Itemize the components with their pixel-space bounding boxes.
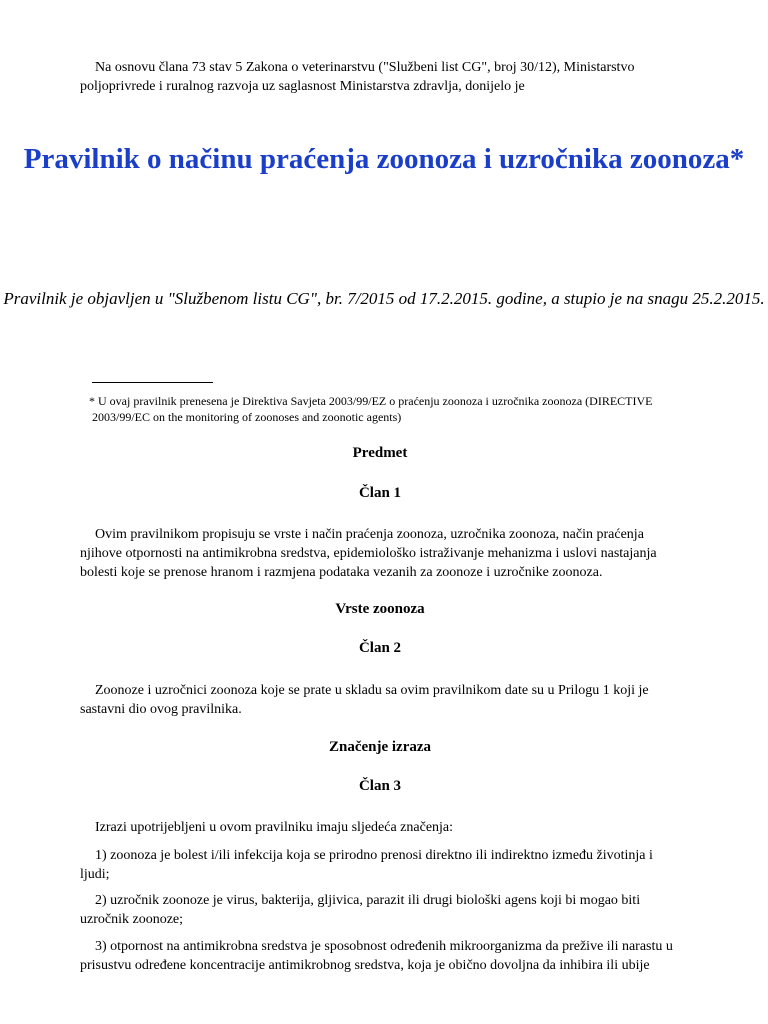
section-heading-predmet: Predmet [352, 445, 408, 461]
publication-note: Pravilnik je objavljen u "Službenom listu CG", br. 7/2015 od 17.2.2015. godine, a stupio je na snagu 25.2.2015. [3, 289, 765, 308]
article-heading-2: Član 2 [358, 640, 402, 656]
section-heading-vrste-zoonoza: Vrste zoonoza [335, 601, 425, 617]
definition-item: 3) otpornost na antimikrobna sredstva je sposobnost određenih mikroorganizma da prežive ili narastu u prisustvu određene koncentracije antimikrobnog sredstva, koja je obično dovoljna da inhibira ili ubije [80, 939, 673, 973]
footnote: * U ovaj pravilnik prenesena je Direktiva Savjeta 2003/99/EZ o praćenju zoonoza i uzročnika zoonoza (DIRECTIVE 2003/99/EC on the monitoring of zoonoses and zoonotic agents) [89, 394, 653, 424]
article-1-text: Ovim pravilnikom propisuju se vrste i način praćenja zoonoza, uzročnika zoonoza, način praćenja njihove otpornosti na antimikrobna sredstva, epidemiološko istraživanje mehanizma i uslovi nastajanja bolesti koje se prenose hranom i razmjena podataka vezanih za zoonoze i uzročnike zoonoza. [80, 527, 657, 580]
intro-paragraph: Na osnovu člana 73 stav 5 Zakona o veterinarstvu ("Službeni list CG", broj 30/12), Ministarstvo poljoprivrede i ruralnog razvoja uz saglasnost Ministarstva zdravlja, donijelo je [80, 60, 635, 94]
definition-item: 2) uzročnik zoonoze je virus, bakterija, gljivica, parazit ili drugi biološki agens koji bi mogao biti uzročnik zoonoze; [80, 893, 641, 927]
article-3-intro: Izrazi upotrijebljeni u ovom pravilniku imaju sljedeća značenja: [95, 820, 454, 835]
section-heading-znacenje-izraza: Značenje izraza [328, 739, 432, 755]
article-heading-1: Član 1 [358, 485, 402, 501]
definition-item: 1) zoonoza je bolest i/ili infekcija koja se prirodno prenosi direktno ili indirektno između životinja i ljudi; [80, 848, 653, 882]
article-heading-3: Član 3 [358, 778, 402, 794]
article-2-text: Zoonoze i uzročnici zoonoza koje se prate u skladu sa ovim pravilnikom date su u Prilogu 1 koji je sastavni dio ovog pravilnika. [80, 683, 649, 717]
document-title: Pravilnik o načinu praćenja zoonoza i uzročnika zoonoza* [23, 143, 745, 175]
footnote-divider [92, 382, 213, 383]
